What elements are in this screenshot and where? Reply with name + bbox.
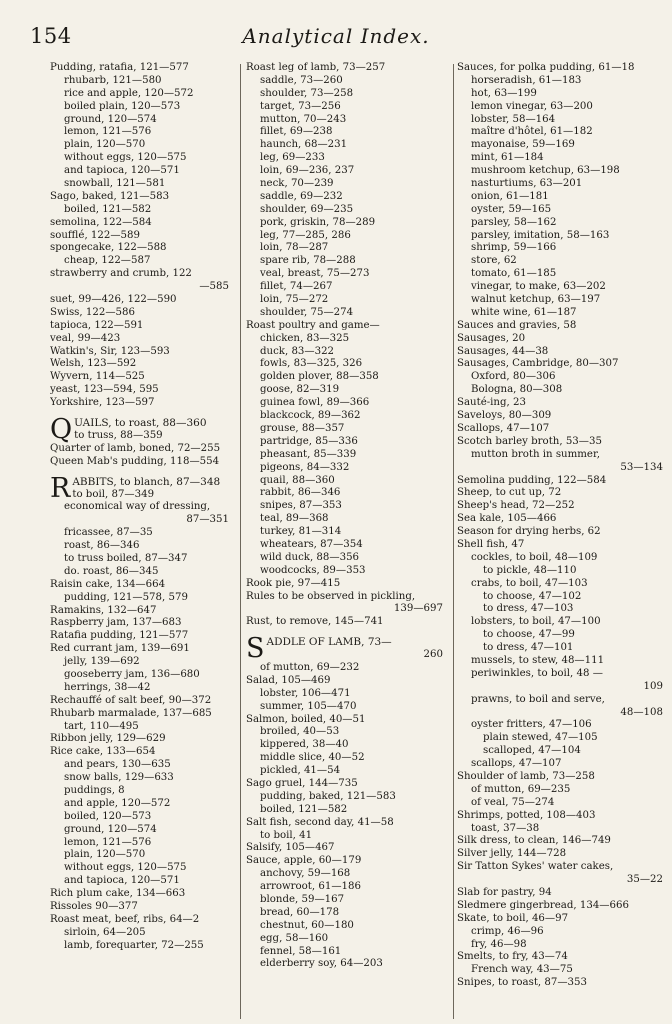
index-subentry: veal, breast, 75—273 bbox=[260, 268, 370, 280]
index-subentry: shrimp, 59—166 bbox=[471, 242, 557, 254]
index-entry: Silver jelly, 144—728 bbox=[457, 848, 567, 860]
index-subentry: of mutton, 69—235 bbox=[471, 783, 571, 795]
index-entry: Roast leg of lamb, 73—257 bbox=[246, 62, 386, 73]
index-subentry: without eggs, 120—575 bbox=[64, 152, 187, 164]
index-subentry: to dress, 47—101 bbox=[483, 642, 574, 654]
index-entry: Sago, baked, 121—583 bbox=[50, 190, 170, 202]
index-subentry: without eggs, 120—575 bbox=[64, 862, 187, 874]
index-entry: Silk dress, to clean, 146—749 bbox=[457, 835, 611, 847]
index-subentry: broiled, 40—53 bbox=[260, 726, 340, 738]
index-subentry: fillet, 69—238 bbox=[260, 126, 333, 138]
index-subentry: pudding, baked, 121—583 bbox=[260, 790, 396, 802]
index-subentry: pork, griskin, 78—289 bbox=[260, 216, 376, 228]
index-subentry: hot, 63—199 bbox=[471, 87, 537, 99]
drop-capital: R bbox=[50, 472, 71, 504]
index-subentry: scalloped, 47—104 bbox=[483, 745, 581, 757]
index-subentry: lamb, forequarter, 72—255 bbox=[64, 939, 204, 951]
index-entry: Rook pie, 97—415 bbox=[246, 577, 341, 589]
index-entry: Shrimps, potted, 108—403 bbox=[457, 809, 596, 821]
index-subentry: white wine, 61—187 bbox=[471, 306, 577, 318]
index-entry: Sledmere gingerbread, 134—666 bbox=[457, 899, 629, 911]
page-number: 154 bbox=[30, 24, 72, 48]
index-subentry: summer, 105—470 bbox=[260, 700, 357, 712]
index-subentry: fillet, 74—267 bbox=[260, 281, 333, 293]
index-subentry: to truss boiled, 87—347 bbox=[64, 552, 188, 564]
index-subentry: elderberry soy, 64—203 bbox=[260, 958, 383, 970]
index-subentry: rhubarb, 121—580 bbox=[64, 74, 162, 86]
index-entry: suet, 99—426, 122—590 bbox=[50, 294, 177, 306]
index-subentry: crabs, to boil, 47—103 bbox=[471, 577, 588, 589]
index-subentry: plain, 120—570 bbox=[64, 849, 146, 861]
index-subentry: boiled, 121—582 bbox=[260, 803, 348, 815]
index-subentry: oyster fritters, 47—106 bbox=[471, 719, 592, 731]
index-subentry: to choose, 47—102 bbox=[483, 590, 582, 602]
index-entry: Sauces, for polka pudding, 61—18 bbox=[457, 62, 635, 73]
index-subentry: blackcock, 89—362 bbox=[260, 410, 361, 422]
index-subentry: and tapioca, 120—571 bbox=[64, 875, 180, 887]
index-entry: Wyvern, 114—525 bbox=[50, 371, 145, 383]
index-entry: Sauce, apple, 60—179 bbox=[246, 855, 362, 867]
index-entry: Red currant jam, 139—691 bbox=[50, 643, 190, 655]
index-subentry: mussels, to stew, 48—111 bbox=[471, 654, 605, 666]
index-subentry: shoulder, 75—274 bbox=[260, 306, 354, 318]
index-subentry: snowball, 121—581 bbox=[64, 178, 166, 190]
index-subentry: middle slice, 40—52 bbox=[260, 752, 365, 764]
index-entry: Ramakins, 132—647 bbox=[50, 604, 157, 616]
index-subentry: Bologna, 80—308 bbox=[471, 384, 563, 396]
index-subentry: nasturtiums, 63—201 bbox=[471, 178, 583, 190]
index-subentry: turkey, 81—314 bbox=[260, 526, 342, 538]
index-entry: Semolina pudding, 122—584 bbox=[457, 474, 607, 486]
index-entry: Roast poultry and game— bbox=[246, 319, 380, 331]
index-subentry: egg, 58—160 bbox=[260, 932, 329, 944]
page-header bbox=[0, 0, 672, 52]
index-subentry: vinegar, to make, 63—202 bbox=[471, 281, 606, 293]
index-subentry: haunch, 68—231 bbox=[260, 139, 348, 151]
section-gap bbox=[50, 410, 237, 417]
index-subentry: sirloin, 64—205 bbox=[64, 926, 146, 938]
index-subentry: snow balls, 129—633 bbox=[64, 772, 174, 784]
index-subentry: plain stewed, 47—105 bbox=[483, 732, 598, 744]
index-subentry: boiled plain, 120—573 bbox=[64, 100, 181, 112]
index-subentry: rice and apple, 120—572 bbox=[64, 87, 194, 99]
index-subentry: boiled, 120—573 bbox=[64, 810, 152, 822]
index-entry: Watkin's, Sir, 123—593 bbox=[50, 345, 170, 357]
index-entry-continuation: 139—697 bbox=[393, 603, 443, 615]
section-gap bbox=[50, 469, 237, 476]
index-subentry: spare rib, 78—288 bbox=[260, 255, 356, 267]
index-entry: Ribbon jelly, 129—629 bbox=[50, 733, 166, 745]
index-entry: Yorkshire, 123—597 bbox=[50, 397, 155, 409]
index-entry: Rust, to remove, 145—741 bbox=[246, 616, 384, 628]
index-subentry: puddings, 8 bbox=[64, 784, 125, 796]
index-entry: Shell fish, 47 bbox=[457, 538, 525, 550]
index-entry: Rice cake, 133—654 bbox=[50, 746, 156, 758]
index-columns bbox=[0, 62, 672, 1022]
index-subentry: loin, 75—272 bbox=[260, 294, 329, 306]
index-subentry: ground, 120—574 bbox=[64, 113, 157, 125]
index-subentry: parsley, imitation, 58—163 bbox=[471, 229, 610, 241]
index-subentry: leg, 69—233 bbox=[260, 152, 325, 164]
index-entry: spongecake, 122—588 bbox=[50, 242, 167, 254]
index-subentry: wild duck, 88—356 bbox=[260, 551, 360, 563]
index-subentry: chicken, 83—325 bbox=[260, 332, 350, 344]
index-subentry: parsley, 58—162 bbox=[471, 216, 557, 228]
index-subentry: woodcocks, 89—353 bbox=[260, 564, 366, 576]
index-subentry: store, 62 bbox=[471, 255, 517, 267]
heading-text: ABBITS, to blanch, 87—348 bbox=[72, 475, 221, 488]
index-subentry: ground, 120—574 bbox=[64, 823, 157, 835]
index-entry: yeast, 123—594, 595 bbox=[50, 384, 159, 396]
index-entry: Pudding, ratafia, 121—577 bbox=[50, 62, 189, 73]
index-entry: soufflé, 122—589 bbox=[50, 229, 141, 241]
index-subentry: kippered, 38—40 bbox=[260, 739, 349, 751]
index-subentry: anchovy, 59—168 bbox=[260, 868, 351, 880]
index-subentry: golden plover, 88—358 bbox=[260, 371, 379, 383]
index-subentry: and apple, 120—572 bbox=[64, 797, 171, 809]
index-subentry: leg, 77—285, 286 bbox=[260, 229, 351, 241]
index-entry: Sausages, Cambridge, 80—307 bbox=[457, 358, 619, 370]
index-subentry: to choose, 47—99 bbox=[483, 629, 575, 641]
index-subentry: tart, 110—495 bbox=[64, 720, 139, 732]
index-subentry: prawns, to boil and serve, bbox=[471, 693, 605, 705]
index-subentry: fowls, 83—325, 326 bbox=[260, 358, 363, 370]
index-entry: Smelts, to fry, 43—74 bbox=[457, 951, 568, 963]
index-entry: Roast meat, beef, ribs, 64—2 bbox=[50, 913, 200, 925]
index-subentry: crimp, 46—96 bbox=[471, 925, 544, 937]
index-entry: Sauté-ing, 23 bbox=[457, 397, 526, 409]
index-subentry: to boil, 87—349 bbox=[72, 488, 155, 500]
index-entry: Salmon, boiled, 40—51 bbox=[246, 713, 366, 725]
index-entry: Welsh, 123—592 bbox=[50, 358, 137, 370]
index-subentry: and pears, 130—635 bbox=[64, 759, 171, 771]
index-subentry: horseradish, 61—183 bbox=[471, 74, 582, 86]
index-entry-continuation: 48—108 bbox=[620, 706, 663, 718]
index-entry: Salt fish, second day, 41—58 bbox=[246, 816, 394, 828]
drop-capital: S bbox=[246, 633, 265, 665]
index-entry-continuation: 87—351 bbox=[186, 514, 229, 526]
index-entry: Swiss, 122—586 bbox=[50, 306, 135, 318]
index-column-3 bbox=[457, 62, 671, 990]
index-subentry: goose, 82—319 bbox=[260, 384, 340, 396]
index-entry: Sea kale, 105—466 bbox=[457, 513, 557, 525]
index-subentry: lemon, 121—576 bbox=[64, 126, 152, 138]
index-subentry: loin, 78—287 bbox=[260, 242, 329, 254]
index-subentry: cheap, 122—587 bbox=[64, 255, 151, 267]
index-subentry: target, 73—256 bbox=[260, 100, 341, 112]
index-subentry: loin, 69—236, 237 bbox=[260, 165, 355, 177]
index-entry: Sheep's head, 72—252 bbox=[457, 500, 575, 512]
index-entry-continuation: 35—22 bbox=[626, 874, 663, 886]
index-entry: semolina, 122—584 bbox=[50, 216, 152, 228]
index-subentry: neck, 70—239 bbox=[260, 178, 334, 190]
index-subentry: onion, 61—181 bbox=[471, 190, 549, 202]
index-subentry: grouse, 88—357 bbox=[260, 422, 345, 434]
index-entry: Quarter of lamb, boned, 72—255 bbox=[50, 442, 221, 454]
index-subentry: do. roast, 86—345 bbox=[64, 565, 159, 577]
index-subentry: gooseberry jam, 136—680 bbox=[64, 668, 200, 680]
heading-text: ADDLE OF LAMB, 73— bbox=[266, 636, 392, 649]
index-entry: Saveloys, 80—309 bbox=[457, 410, 552, 422]
index-subentry: oyster, 59—165 bbox=[471, 203, 552, 215]
index-entry: Rules to be observed in pickling, bbox=[246, 590, 416, 602]
index-subentry: chestnut, 60—180 bbox=[260, 919, 354, 931]
index-subentry: snipes, 87—353 bbox=[260, 500, 342, 512]
index-subentry: boiled, 121—582 bbox=[64, 203, 152, 215]
index-subentry: partridge, 85—336 bbox=[260, 435, 358, 447]
index-subentry: arrowroot, 61—186 bbox=[260, 881, 361, 893]
index-subentry: wheatears, 87—354 bbox=[260, 538, 363, 550]
index-entry: Sheep, to cut up, 72 bbox=[457, 487, 562, 499]
index-entry: tapioca, 122—591 bbox=[50, 319, 144, 331]
index-entry: Slab for pastry, 94 bbox=[457, 887, 552, 898]
index-subentry: pheasant, 85—339 bbox=[260, 448, 357, 460]
index-subentry: scallops, 47—107 bbox=[471, 758, 562, 770]
index-subentry: plain, 120—570 bbox=[64, 139, 146, 151]
index-subentry: mint, 61—184 bbox=[471, 152, 544, 164]
index-subentry: bread, 60—178 bbox=[260, 906, 340, 918]
index-subentry: of mutton, 69—232 bbox=[260, 661, 360, 673]
index-column-1 bbox=[50, 62, 237, 953]
page-title: Analytical Index. bbox=[242, 24, 430, 48]
index-entry-continuation: —585 bbox=[199, 281, 229, 293]
index-subentry: shoulder, 73—258 bbox=[260, 87, 354, 99]
index-subentry: lobsters, to boil, 47—100 bbox=[471, 616, 601, 628]
index-subentry: fricassee, 87—35 bbox=[64, 527, 153, 539]
index-subentry: to dress, 47—103 bbox=[483, 603, 574, 615]
index-entry: veal, 99—423 bbox=[50, 332, 121, 344]
index-subentry: lemon, 121—576 bbox=[64, 836, 152, 848]
index-entry-continuation: 53—134 bbox=[620, 461, 663, 473]
index-subentry: to boil, 41 bbox=[260, 829, 313, 841]
index-subentry: French way, 43—75 bbox=[471, 964, 573, 976]
index-subentry: to pickle, 48—110 bbox=[483, 564, 577, 576]
index-subentry: maître d'hôtel, 61—182 bbox=[471, 126, 593, 138]
index-subentry: mutton, 70—243 bbox=[260, 113, 347, 125]
index-entry: Sausages, 44—38 bbox=[457, 345, 549, 357]
index-subentry: saddle, 73—260 bbox=[260, 74, 343, 86]
index-subentry: to truss, 88—359 bbox=[74, 429, 163, 441]
heading-text: UAILS, to roast, 88—360 bbox=[74, 417, 207, 430]
index-entry: Sir Tatton Sykes' water cakes, bbox=[457, 861, 614, 873]
index-entry: strawberry and crumb, 122 bbox=[50, 268, 192, 280]
index-subentry: fry, 46—98 bbox=[471, 938, 527, 950]
index-entry: Snipes, to roast, 87—353 bbox=[457, 977, 587, 989]
index-subentry: fennel, 58—161 bbox=[260, 945, 342, 957]
index-subentry: economical way of dressing, bbox=[64, 501, 211, 513]
index-subentry: duck, 83—322 bbox=[260, 345, 335, 357]
index-subentry: lobster, 58—164 bbox=[471, 113, 556, 125]
index-subentry: of veal, 75—274 bbox=[471, 796, 555, 808]
index-subentry: pudding, 121—578, 579 bbox=[64, 591, 188, 603]
index-entry: Shoulder of lamb, 73—258 bbox=[457, 770, 595, 782]
index-subentry: tomato, 61—185 bbox=[471, 268, 557, 280]
index-entry: Scotch barley broth, 53—35 bbox=[457, 435, 602, 447]
index-entry: Scallops, 47—107 bbox=[457, 422, 550, 434]
index-entry-continuation: 260 bbox=[423, 649, 443, 661]
index-subentry: saddle, 69—232 bbox=[260, 190, 343, 202]
index-subentry: pickled, 41—54 bbox=[260, 765, 341, 777]
index-subentry: mutton broth in summer, bbox=[471, 448, 600, 460]
index-entry: Rich plum cake, 134—663 bbox=[50, 888, 186, 900]
index-subentry: lemon vinegar, 63—200 bbox=[471, 100, 593, 112]
index-subentry: herrings, 38—42 bbox=[64, 681, 151, 693]
index-entry: Ratafia pudding, 121—577 bbox=[50, 630, 189, 642]
index-entry: Rhubarb marmalade, 137—685 bbox=[50, 707, 212, 719]
index-subentry: mushroom ketchup, 63—198 bbox=[471, 165, 620, 177]
index-subentry: jelly, 139—692 bbox=[64, 656, 140, 668]
index-entry: Salad, 105—469 bbox=[246, 674, 331, 686]
index-entry: Skate, to boil, 46—97 bbox=[457, 912, 569, 924]
index-subentry: and tapioca, 120—571 bbox=[64, 165, 180, 177]
index-entry: Sago gruel, 144—735 bbox=[246, 777, 358, 789]
index-subentry: blonde, 59—167 bbox=[260, 894, 345, 905]
index-entry: Raisin cake, 134—664 bbox=[50, 578, 166, 590]
index-subentry: toast, 37—38 bbox=[471, 822, 540, 834]
index-subentry: shoulder, 69—235 bbox=[260, 203, 354, 215]
index-subentry: lobster, 106—471 bbox=[260, 687, 351, 699]
index-entry: Rissoles 90—377 bbox=[50, 901, 138, 912]
index-subentry: cockles, to boil, 48—109 bbox=[471, 551, 598, 563]
index-entry: Raspberry jam, 137—683 bbox=[50, 617, 182, 629]
index-subentry: guinea fowl, 89—366 bbox=[260, 397, 370, 409]
index-column-2 bbox=[246, 62, 451, 971]
index-entry: Salsify, 105—467 bbox=[246, 842, 335, 854]
index-subentry: roast, 86—346 bbox=[64, 540, 140, 552]
index-entry: Sausages, 20 bbox=[457, 332, 526, 344]
index-subentry: walnut ketchup, 63—197 bbox=[471, 294, 601, 306]
index-subentry: quail, 88—360 bbox=[260, 474, 335, 486]
drop-capital: Q bbox=[50, 414, 73, 446]
index-subentry: periwinkles, to boil, 48 — bbox=[471, 667, 603, 679]
index-entry: Queen Mab's pudding, 118—554 bbox=[50, 455, 220, 467]
index-entry-continuation: 109 bbox=[643, 680, 663, 692]
index-entry: Season for drying herbs, 62 bbox=[457, 526, 601, 538]
index-subentry: Oxford, 80—306 bbox=[471, 371, 556, 383]
index-subentry: rabbit, 86—346 bbox=[260, 487, 341, 499]
index-subentry: teal, 89—368 bbox=[260, 513, 329, 525]
index-entry: Rechauffé of salt beef, 90—372 bbox=[50, 694, 212, 706]
index-entry: Sauces and gravies, 58 bbox=[457, 319, 577, 331]
index-subentry: mayonaise, 59—169 bbox=[471, 139, 575, 151]
index-subentry: pigeons, 84—332 bbox=[260, 461, 350, 473]
